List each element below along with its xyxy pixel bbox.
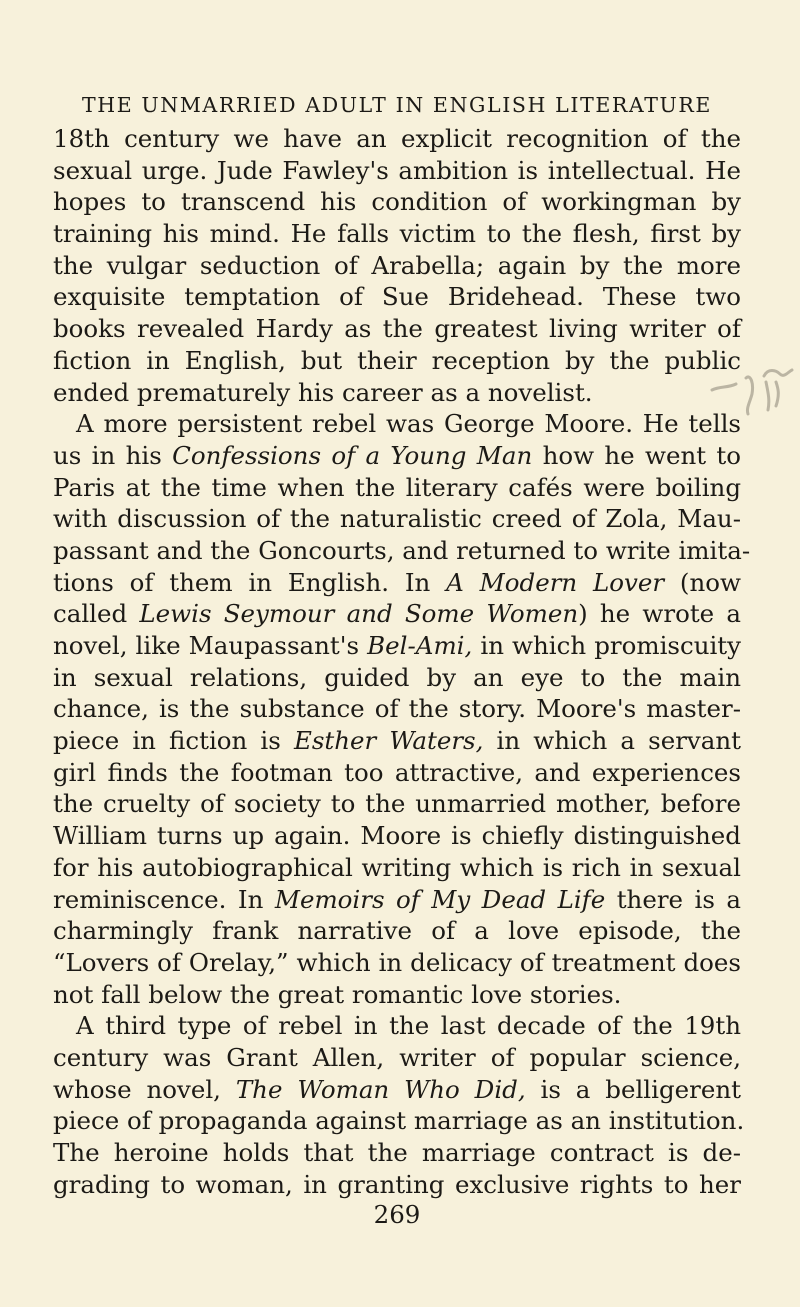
text-line xyxy=(53,820,741,852)
text-run: passant and the Goncourts, and returned to write imita- xyxy=(53,535,751,565)
text-line xyxy=(53,377,741,409)
text-run: A more persistent rebel was George Moore. He tells xyxy=(76,409,741,439)
text-line xyxy=(53,630,741,662)
text-line xyxy=(53,567,741,599)
text-line xyxy=(53,281,741,313)
text-run: exquisite temptation of Sue Bridehead. These two xyxy=(53,282,741,312)
text-run: ended prematurely his career as a novelist. xyxy=(53,377,593,407)
paragraph xyxy=(53,408,751,1010)
text-run: books revealed Hardy as the greatest living writer of xyxy=(53,314,741,344)
text-line xyxy=(53,757,741,789)
text-run: the cruelty of society to the unmarried mother, before xyxy=(53,789,741,819)
text-run: piece in fiction is xyxy=(53,726,294,756)
text-line xyxy=(53,155,741,187)
italic-title: Bel-Ami, xyxy=(367,631,473,660)
text-run: hopes to transcend his condition of workingman by xyxy=(53,187,741,217)
paragraph xyxy=(53,123,741,408)
text-run: sexual urge. Jude Fawley's ambition is intellectual. He xyxy=(53,155,741,185)
text-run: reminiscence. In xyxy=(53,884,275,914)
italic-title: The Woman Who Did, xyxy=(235,1074,526,1104)
text-line xyxy=(53,345,741,377)
text-line xyxy=(53,852,741,884)
text-line xyxy=(53,662,741,694)
text-run: 18th century we have an explicit recognition of the xyxy=(53,124,741,153)
text-run: us in his xyxy=(53,440,173,470)
text-line xyxy=(53,503,741,535)
text-line xyxy=(53,313,741,345)
text-line xyxy=(53,1169,741,1201)
text-run: novel, like Maupassant's xyxy=(53,631,368,660)
text-line xyxy=(53,1042,741,1074)
text-run: William turns up again. Moore is chiefly distinguished xyxy=(53,821,741,851)
italic-title: Esther Waters, xyxy=(293,726,484,756)
text-run: not fall below the great romantic love stories. xyxy=(53,979,622,1009)
text-line xyxy=(53,186,741,218)
italic-title: A Modern Lover xyxy=(446,567,665,597)
running-head: THE UNMARRIED ADULT IN ENGLISH LITERATURE xyxy=(82,93,712,117)
text-line xyxy=(53,693,741,725)
text-run: called xyxy=(53,599,140,629)
text-line xyxy=(53,1105,745,1137)
text-line xyxy=(53,598,741,630)
text-run: girl finds the footman too attractive, and experiences xyxy=(53,757,741,787)
text-run: for his autobiographical writing which is rich in sexual xyxy=(53,852,741,882)
book-page xyxy=(53,92,751,1230)
text-line xyxy=(53,884,741,916)
body-text xyxy=(53,123,751,1200)
text-run: chance, is the substance of the story. Moore's master- xyxy=(53,694,741,724)
text-line xyxy=(53,535,751,567)
text-run: ) he wrote a xyxy=(578,599,741,629)
ink-bleed-mark xyxy=(706,348,794,428)
text-line xyxy=(53,123,741,155)
text-run: A third type of rebel in the last decade of the 19th xyxy=(76,1011,741,1041)
text-run: tions of them in English. In xyxy=(53,567,447,597)
text-line xyxy=(53,915,741,947)
text-run: charmingly frank narrative of a love episode, the xyxy=(53,916,741,946)
page-number: 269 xyxy=(373,1200,421,1230)
text-line xyxy=(53,440,741,472)
text-run: Paris at the time when the literary cafés were boiling xyxy=(53,472,741,502)
text-run: (now xyxy=(664,567,741,597)
text-run: training his mind. He falls victim to the flesh, first by xyxy=(53,219,741,249)
text-line xyxy=(53,788,741,820)
italic-title: Lewis Seymour and Some Women xyxy=(139,599,579,629)
text-line xyxy=(53,947,741,979)
text-line xyxy=(53,250,741,282)
text-run: whose novel, xyxy=(53,1074,236,1104)
text-run: The heroine holds that the marriage contract is de- xyxy=(53,1138,741,1167)
text-run: in which a servant xyxy=(483,726,741,756)
text-run: century was Grant Allen, writer of popular science, xyxy=(53,1042,741,1072)
text-run: “Lovers of Orelay,” which in delicacy of treatment does xyxy=(53,947,741,977)
text-line xyxy=(53,725,741,757)
text-run: is a belligerent xyxy=(525,1074,741,1104)
paragraph xyxy=(53,1010,745,1200)
text-run: piece of propaganda against marriage as an institution. xyxy=(53,1106,745,1136)
text-line xyxy=(53,218,741,250)
text-run: grading to woman, in granting exclusive rights to her xyxy=(53,1169,741,1199)
text-run: the vulgar seduction of Arabella; again by the more xyxy=(53,250,741,280)
text-run: there is a xyxy=(605,884,741,914)
text-line xyxy=(53,472,741,504)
text-line xyxy=(53,1074,741,1106)
italic-title: Memoirs of My Dead Life xyxy=(274,884,606,914)
text-line xyxy=(53,979,741,1011)
text-run: in sexual relations, guided by an eye to the main xyxy=(53,662,741,692)
text-line xyxy=(53,1010,741,1042)
text-run: fiction in English, but their reception by the public xyxy=(53,345,741,375)
text-run: how he went to xyxy=(532,440,741,470)
text-run: in which promiscuity xyxy=(472,631,741,660)
text-line xyxy=(53,1137,741,1169)
text-line xyxy=(53,408,741,440)
italic-title: Confessions of a Young Man xyxy=(172,440,533,470)
text-run: with discussion of the naturalistic creed of Zola, Mau- xyxy=(53,504,741,534)
